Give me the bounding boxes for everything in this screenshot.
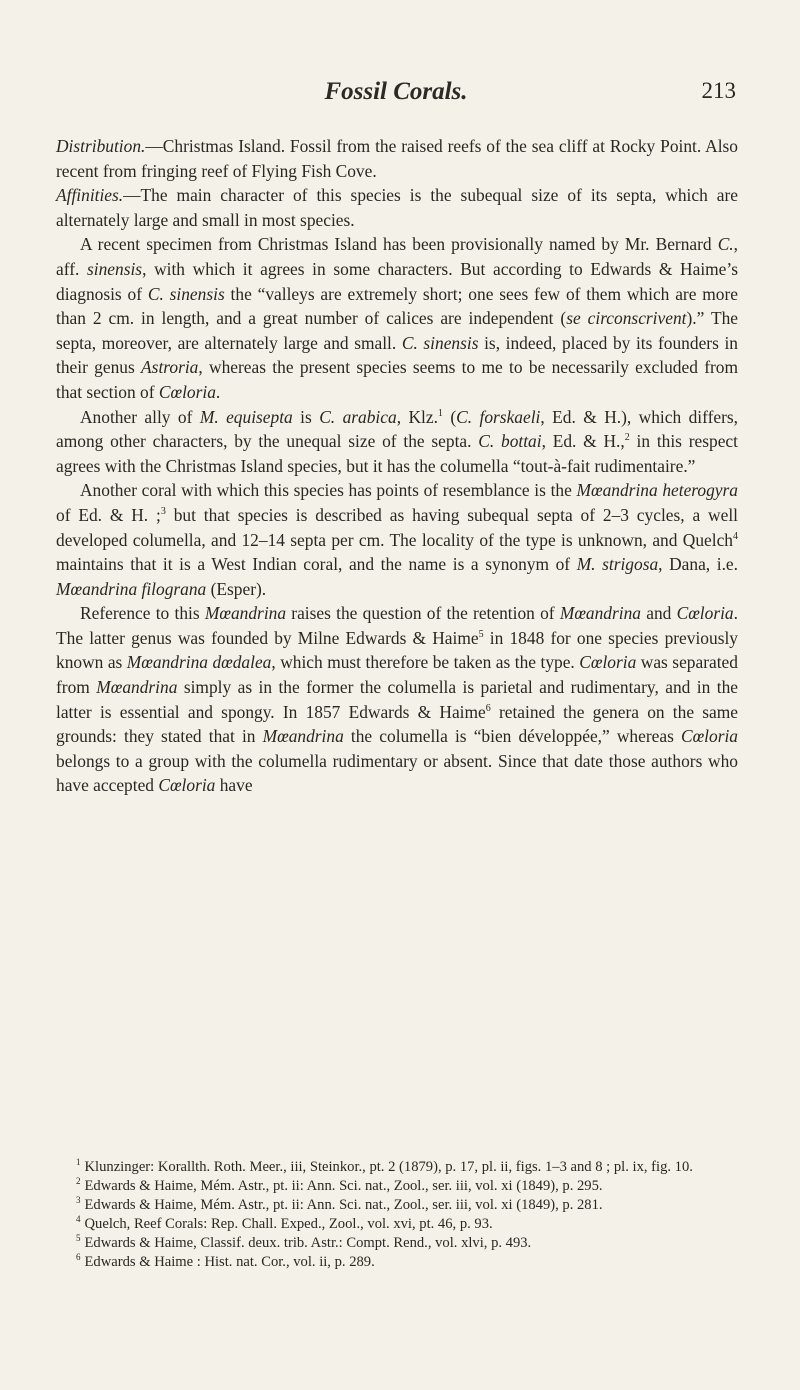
taxon-name: C. sinensis bbox=[401, 332, 479, 353]
footnote-mark: 3 bbox=[76, 1195, 81, 1206]
taxon-name: Cœloria bbox=[676, 603, 734, 624]
text-run: the “valleys are extremely short; one sees few of them which are more than 2 cm. in length, and a great number of calices are independent ( bbox=[56, 283, 738, 329]
taxon-name: C. arabica bbox=[319, 406, 397, 427]
text-run: , with which it agrees in some characters. But according to Edwards & Haime’s diagnosis of bbox=[56, 258, 738, 304]
section-lead: Affinities. bbox=[56, 185, 124, 206]
text-run: , aff. bbox=[56, 234, 738, 279]
text-run: , whereas the present species seems to me to be necessarily excluded from that section of bbox=[56, 357, 739, 402]
section-lead: Distribution. bbox=[56, 136, 146, 156]
footnote-text: Edwards & Haime, Classif. deux. trib. Astr.: Compt. Rend., vol. xlvi, p. 493. bbox=[84, 1235, 532, 1251]
footnote-text: Edwards & Haime, Mém. Astr., pt. ii: Ann. Sci. nat., Zool., ser. iii, vol. xi (1849), p. 295. bbox=[84, 1178, 603, 1194]
taxon-name: Cœloria bbox=[158, 775, 216, 796]
footnote bbox=[56, 1196, 738, 1215]
running-head-title: Fossil Corals. bbox=[324, 78, 468, 105]
taxon-name: M. strigosa bbox=[576, 554, 659, 575]
text-run: belongs to a group with the columella rudimentary or absent. Since that date those authors who have accepted bbox=[56, 750, 738, 796]
text-run: , Dana, i.e. bbox=[658, 554, 738, 575]
footnote-text: Edwards & Haime : Hist. nat. Cor., vol. ii, p. 289. bbox=[84, 1254, 375, 1270]
footnote-ref: 3 bbox=[160, 506, 166, 518]
taxon-name: Mœandrina bbox=[96, 677, 178, 698]
body-text bbox=[56, 134, 738, 798]
text-run: . The latter genus was founded by Milne Edwards & Haime bbox=[56, 603, 738, 648]
text-run: (Esper). bbox=[206, 578, 267, 599]
footnote-mark: 6 bbox=[76, 1252, 81, 1263]
paragraph-text: —Christmas Island. Fossil from the raised reefs of the sea cliff at Rocky Point. Also recent from fringing reef of Flying Fish Cove. bbox=[56, 136, 738, 181]
taxon-name: Cœloria bbox=[158, 381, 216, 402]
paragraph-recent-specimen bbox=[56, 232, 738, 404]
text-run: , Klz. bbox=[396, 406, 438, 427]
page-number: 213 bbox=[701, 78, 736, 103]
text-run: is, indeed, placed by its founders in their genus bbox=[56, 332, 738, 378]
text-run: in 1848 for one species previously known as bbox=[56, 627, 738, 673]
text-run: raises the question of the retention of bbox=[286, 603, 560, 624]
footnote-ref: 4 bbox=[733, 530, 738, 542]
footnote bbox=[56, 1177, 738, 1196]
taxon-name: C. bbox=[717, 234, 734, 255]
text-run: ( bbox=[442, 406, 457, 427]
text-run: in this respect agrees with the Christmas Island species, but it has the columella “tout-à-fait rudimentaire.” bbox=[56, 431, 738, 476]
taxon-name: Mœandrina filograna bbox=[56, 578, 207, 599]
taxon-name: Mœandrina dœdalea bbox=[126, 652, 272, 673]
footnote-text: Quelch, Reef Corals: Rep. Chall. Exped., Zool., vol. xvi, pt. 46, p. 93. bbox=[84, 1216, 493, 1232]
footnote-text: Klunzinger: Korallth. Roth. Meer., iii, Steinkor., pt. 2 (1879), p. 17, pl. ii, figs. 1–3 and 8 ; pl. ix, fig. 10. bbox=[84, 1159, 693, 1175]
text-run: Another ally of bbox=[80, 406, 200, 427]
footnote bbox=[56, 1253, 738, 1272]
taxon-name: Mœandrina bbox=[559, 603, 641, 624]
footnotes bbox=[56, 1158, 738, 1272]
text-run: , Ed. & H.), which differs, among other characters, by the unequal size of the septa. bbox=[56, 406, 739, 452]
paragraph-text: —The main character of this species is the subequal size of its septa, which are alternately large and small in most species. bbox=[56, 185, 738, 230]
footnote-ref: 6 bbox=[485, 702, 491, 714]
taxon-name: sinensis bbox=[87, 258, 143, 279]
running-head bbox=[56, 0, 736, 110]
text-run: but that species is described as having subequal septa of 2–3 cycles, a well developed columella, and 12–14 septa per cm. The locality of the type is unknown, and Quelch bbox=[56, 504, 738, 550]
text-run: Reference to this bbox=[80, 603, 205, 624]
footnote-mark: 4 bbox=[76, 1214, 81, 1225]
footnote-ref: 2 bbox=[624, 432, 630, 444]
taxon-name: C. forskaeli bbox=[456, 406, 541, 427]
text-run: ).” The septa, moreover, are alternately large and small. bbox=[56, 308, 738, 353]
footnote-text: Edwards & Haime, Mém. Astr., pt. ii: Ann. Sci. nat., Zool., ser. iii, vol. xi (1849), p. 281. bbox=[84, 1197, 603, 1213]
text-run: simply as in the former the columella is parietal and rudimentary, and in the latter is essential and spongy. In 1857 Edwards & Haime bbox=[56, 677, 738, 722]
text-run: , Ed. & H., bbox=[541, 431, 625, 452]
footnote-mark: 2 bbox=[76, 1176, 81, 1187]
text-run: retained the genera on the same grounds: they stated that in bbox=[56, 701, 738, 747]
text-run: , which must therefore be taken as the type. bbox=[271, 652, 580, 673]
text-run: the columella is “bien développée,” whereas bbox=[343, 726, 681, 747]
taxon-name: Mœandrina bbox=[204, 603, 287, 624]
text-run: and bbox=[641, 603, 677, 624]
taxon-name: M. equisepta bbox=[199, 406, 293, 427]
text-run: is bbox=[292, 406, 320, 427]
text-run: Another coral with which this species has points of resemblance is the bbox=[80, 480, 577, 501]
taxon-name: Mœandrina heterogyra bbox=[576, 480, 738, 501]
footnote-mark: 5 bbox=[76, 1233, 81, 1244]
taxon-name: Mœandrina bbox=[262, 726, 344, 747]
text-run: was separated from bbox=[56, 652, 738, 698]
taxon-name: Cœloria bbox=[579, 652, 637, 673]
paragraph-distribution bbox=[56, 134, 738, 183]
text-run: A recent specimen from Christmas Island has been provisionally named by Mr. Bernard bbox=[80, 234, 718, 255]
text-run: maintains that it is a West Indian coral, and the name is a synonym of bbox=[56, 554, 577, 575]
footnote bbox=[56, 1158, 738, 1177]
footnote-mark: 1 bbox=[76, 1157, 81, 1168]
text-run: . bbox=[215, 381, 221, 402]
paragraph-affinities bbox=[56, 183, 738, 232]
taxon-name: Cœloria bbox=[680, 726, 738, 747]
text-run: of Ed. & H. ; bbox=[56, 504, 161, 525]
footnote bbox=[56, 1215, 738, 1234]
paragraph-another-coral bbox=[56, 478, 738, 601]
paragraph-another-ally bbox=[56, 405, 738, 479]
footnote-ref: 1 bbox=[437, 407, 443, 419]
text-run: have bbox=[215, 775, 253, 796]
taxon-name: C. sinensis bbox=[147, 283, 225, 304]
foreign-term: se circonscrivent bbox=[566, 308, 687, 329]
footnote bbox=[56, 1234, 738, 1253]
paragraph-reference bbox=[56, 601, 738, 798]
footnote-ref: 5 bbox=[478, 629, 484, 641]
taxon-name: C. bottai bbox=[478, 431, 542, 452]
taxon-name: Astroria bbox=[141, 357, 199, 378]
